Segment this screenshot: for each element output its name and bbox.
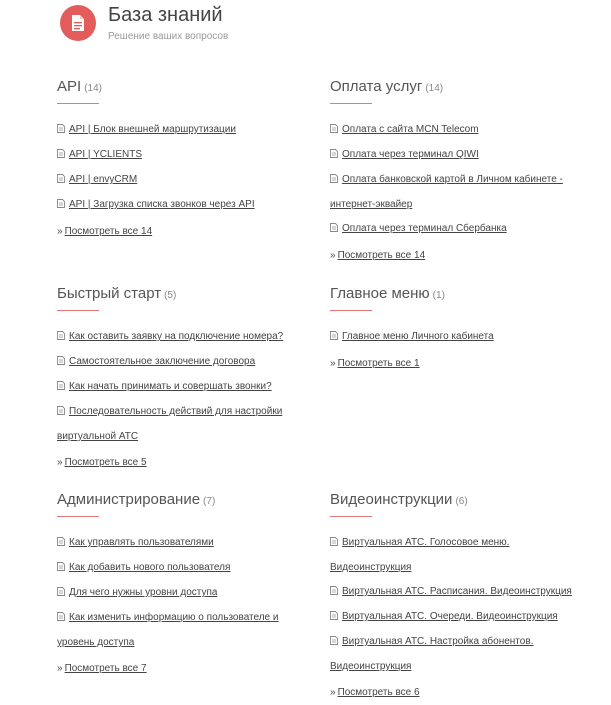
document-icon: [330, 326, 338, 350]
category-underline: [330, 310, 372, 311]
article-link-text[interactable]: Как оставить заявку на подключение номера?: [69, 331, 284, 342]
category-count: (6): [455, 496, 468, 507]
article-link[interactable]: [330, 325, 590, 350]
document-icon: [330, 119, 338, 143]
category-section: [57, 78, 317, 244]
category-title-text[interactable]: API: [57, 78, 82, 95]
article-link-text[interactable]: API | YCLIENTS: [69, 149, 142, 160]
document-icon: [57, 401, 65, 425]
document-icon: [330, 581, 338, 605]
document-icon: [57, 582, 65, 606]
article-link[interactable]: [330, 605, 590, 630]
view-all-link[interactable]: [330, 244, 590, 268]
article-link-text[interactable]: Виртуальная АТС. Настройка абонентов.: [342, 636, 534, 647]
article-link-text[interactable]: API | Загрузка списка звонков через API: [69, 199, 255, 210]
article-link-text[interactable]: Виртуальная АТС. Расписания. Видеоинструкция: [342, 586, 572, 597]
category-title-text[interactable]: Главное меню: [330, 285, 430, 302]
document-icon: [57, 144, 65, 168]
logo-document-icon[interactable]: [60, 5, 96, 41]
view-all-link-text[interactable]: Посмотреть все 1: [337, 358, 420, 369]
document-icon: [330, 631, 338, 655]
article-link-text[interactable]: уровень доступа: [57, 637, 135, 648]
article-link-text[interactable]: Оплата через терминал Сбербанка: [342, 223, 507, 234]
category-section: [330, 285, 590, 376]
view-all-link-text[interactable]: Посмотреть все 6: [337, 687, 420, 698]
category-title[interactable]: [330, 491, 590, 511]
category-underline: [330, 103, 372, 104]
document-icon: [57, 607, 65, 631]
category-underline: [57, 516, 99, 517]
category-section: [330, 491, 590, 705]
article-link[interactable]: [57, 350, 317, 375]
article-link[interactable]: [57, 118, 317, 143]
double-chevron-right-icon: »: [57, 663, 63, 674]
category-count: (7): [203, 496, 216, 507]
article-link-text[interactable]: Оплата банковской картой в Личном кабинете -: [342, 174, 563, 185]
article-link[interactable]: [57, 375, 317, 400]
category-section: [57, 285, 317, 475]
article-link[interactable]: [330, 531, 590, 580]
category-title[interactable]: [57, 78, 317, 98]
category-count: (14): [84, 83, 102, 94]
article-link-text[interactable]: виртуальной АТС: [57, 431, 139, 442]
document-icon: [330, 169, 338, 193]
article-link[interactable]: [330, 118, 590, 143]
category-count: (1): [432, 290, 445, 301]
document-icon: [57, 194, 65, 218]
view-all-link-text[interactable]: Посмотреть все 7: [64, 663, 147, 674]
article-link-text[interactable]: Оплата с сайта MCN Telecom: [342, 124, 479, 135]
view-all-link[interactable]: [330, 352, 590, 376]
double-chevron-right-icon: »: [330, 358, 336, 369]
article-link-text[interactable]: Как начать принимать и совершать звонки?: [69, 381, 272, 392]
document-icon: [57, 557, 65, 581]
article-link-text[interactable]: Виртуальная АТС. Голосовое меню.: [342, 537, 510, 548]
category-title-text[interactable]: Оплата услуг: [330, 78, 423, 95]
article-link-text[interactable]: Главное меню Личного кабинета: [342, 331, 494, 342]
article-link[interactable]: [57, 400, 317, 449]
article-link[interactable]: [330, 168, 590, 217]
article-link[interactable]: [57, 193, 317, 218]
double-chevron-right-icon: »: [330, 250, 336, 261]
document-icon: [330, 606, 338, 630]
document-icon: [57, 169, 65, 193]
category-title[interactable]: [57, 285, 317, 305]
article-link-text[interactable]: API | Блок внешней маршрутизации: [69, 124, 236, 135]
article-link[interactable]: [57, 325, 317, 350]
article-link-text[interactable]: Видеоинструкция: [330, 562, 412, 573]
article-link-text[interactable]: Видеоинструкция: [330, 661, 412, 672]
article-link[interactable]: [57, 606, 317, 655]
site-title[interactable]: База знаний: [108, 4, 223, 26]
double-chevron-right-icon: »: [57, 457, 63, 468]
category-underline: [330, 516, 372, 517]
article-link[interactable]: [57, 531, 317, 556]
category-section: [330, 78, 590, 268]
site-header: [60, 3, 228, 42]
double-chevron-right-icon: »: [57, 226, 63, 237]
article-link[interactable]: [57, 556, 317, 581]
document-icon: [330, 532, 338, 556]
view-all-link[interactable]: [57, 657, 317, 681]
document-icon: [57, 119, 65, 143]
article-link[interactable]: [330, 630, 590, 679]
document-icon: [330, 144, 338, 168]
document-icon: [330, 218, 338, 242]
article-link[interactable]: [330, 143, 590, 168]
category-title[interactable]: [330, 78, 590, 98]
view-all-link[interactable]: [330, 681, 590, 705]
category-title[interactable]: [57, 491, 317, 511]
article-link[interactable]: [57, 143, 317, 168]
article-link-text[interactable]: Для чего нужны уровни доступа: [69, 587, 218, 598]
article-link[interactable]: [57, 581, 317, 606]
category-count: (14): [425, 83, 444, 94]
document-icon: [57, 532, 65, 556]
article-link-text[interactable]: Как изменить информацию о пользователе и: [69, 612, 279, 623]
article-link-text[interactable]: API | envyCRM: [69, 174, 138, 185]
article-link[interactable]: [330, 217, 590, 242]
category-underline: [57, 310, 99, 311]
article-link[interactable]: [330, 580, 590, 605]
category-title[interactable]: [330, 285, 590, 305]
view-all-link[interactable]: [57, 451, 317, 475]
category-title-text[interactable]: Быстрый старт: [57, 285, 162, 302]
category-count: (5): [164, 290, 177, 301]
site-subtitle: Решение ваших вопросов: [108, 31, 229, 42]
view-all-link-text[interactable]: Посмотреть все 14: [64, 226, 153, 237]
double-chevron-right-icon: »: [330, 687, 336, 698]
article-link-text[interactable]: Как добавить нового пользователя: [69, 562, 231, 573]
article-link[interactable]: [57, 168, 317, 193]
document-icon: [57, 351, 65, 375]
article-link-text[interactable]: Последовательность действий для настройки: [69, 406, 283, 417]
category-title-text[interactable]: Видеоинструкции: [330, 491, 453, 508]
category-underline: [57, 103, 99, 104]
document-icon: [57, 326, 65, 350]
view-all-link[interactable]: [57, 220, 317, 244]
view-all-link-text[interactable]: Посмотреть все 14: [337, 250, 426, 261]
category-title-text[interactable]: Администрирование: [57, 491, 201, 508]
document-icon: [57, 376, 65, 400]
article-link-text[interactable]: Виртуальная АТС. Очереди. Видеоинструкция: [342, 611, 558, 622]
article-link-text[interactable]: Самостоятельное заключение договора: [69, 356, 256, 367]
article-link-text[interactable]: Как управлять пользователями: [69, 537, 214, 548]
article-link-text[interactable]: Оплата через терминал QIWI: [342, 149, 479, 160]
article-link-text[interactable]: интернет-эквайер: [330, 199, 413, 210]
category-section: [57, 491, 317, 681]
view-all-link-text[interactable]: Посмотреть все 5: [64, 457, 147, 468]
